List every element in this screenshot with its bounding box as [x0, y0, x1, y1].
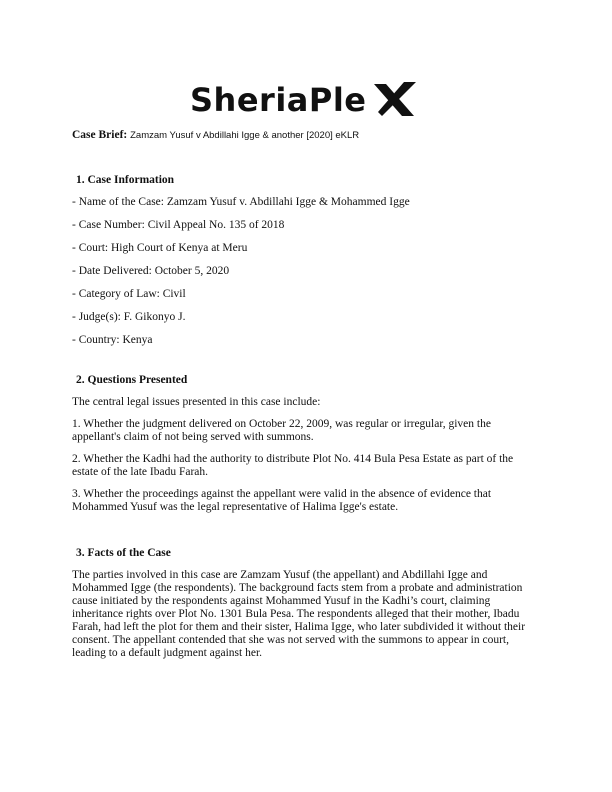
section-heading: 2. Questions Presented — [76, 374, 188, 386]
sheriaplex-logo — [190, 78, 418, 122]
section-heading: 3. Facts of the Case — [76, 547, 171, 559]
info-item: - Date Delivered: October 5, 2020 — [72, 265, 230, 277]
case-brief-line — [72, 129, 359, 141]
case-brief-label: Case Brief: — [72, 129, 128, 141]
brief-content — [72, 174, 542, 693]
info-item: - Country: Kenya — [72, 334, 153, 346]
info-item: - Category of Law: Civil — [72, 288, 186, 300]
questions-intro: The central legal issues presented in this case include: — [72, 396, 321, 408]
question-item: 1. Whether the judgment delivered on October 22, 2009, was regular or irregular, given the appellant's claim of not being served with summons. — [72, 418, 491, 443]
info-item: - Court: High Court of Kenya at Meru — [72, 242, 248, 254]
facts-body: The parties involved in this case are Zamzam Yusuf (the appellant) and Abdillahi Igge and Mohammed Igge (the respondents). The background facts stem from a probate and administration cause initiated by the respondents against Mohammed Yusuf in the Kadhi’s court, claiming inheritance rights over Plot No. 1301 Bula Pesa. The respondents alleged that their mother, Ibadu Farah, had left the plot for them and their sister, Halima Igge, who later subdivided it without their consent. The appellant contended that she was not served with the summons to appear in court, leading to a default judgment against her. — [72, 569, 526, 659]
info-item: - Judge(s): F. Gikonyo J. — [72, 311, 186, 323]
section-questions-presented — [72, 374, 542, 514]
info-item: - Name of the Case: Zamzam Yusuf v. Abdillahi Igge & Mohammed Igge — [72, 196, 410, 208]
logo-x-mark — [370, 80, 418, 120]
section-case-information — [72, 174, 542, 347]
section-facts — [72, 547, 542, 660]
question-item: 3. Whether the proceedings against the appellant were valid in the absence of evidence that Mohammed Yusuf was the legal representative of Halima Igge's estate. — [72, 488, 492, 513]
info-item: - Case Number: Civil Appeal No. 135 of 2018 — [72, 219, 285, 231]
logo-text: SheriaPle — [190, 81, 367, 119]
question-item: 2. Whether the Kadhi had the authority to distribute Plot No. 414 Bula Pesa Estate as part of the estate of the late Ibadu Farah. — [72, 453, 514, 478]
section-heading: 1. Case Information — [76, 174, 175, 186]
case-brief-title: Zamzam Yusuf v Abdillahi Igge & another [2020] eKLR — [130, 130, 360, 141]
